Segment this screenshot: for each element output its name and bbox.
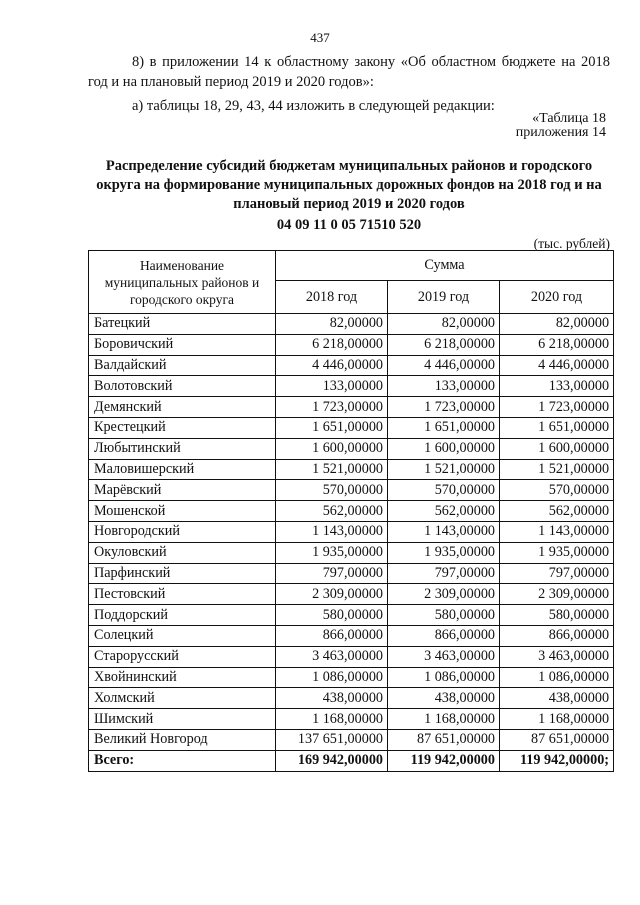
amount-2020: 1 143,00000 [500, 521, 614, 542]
amount-2018: 137 651,00000 [276, 729, 388, 750]
table-row [89, 459, 614, 480]
amount-2019: 6 218,00000 [388, 334, 500, 355]
column-header-2020: 2020 год [500, 281, 614, 314]
amount-2019: 1 143,00000 [388, 521, 500, 542]
amount-2018: 1 600,00000 [276, 438, 388, 459]
amount-2018: 570,00000 [276, 480, 388, 501]
table-row [89, 438, 614, 459]
amount-2018: 6 218,00000 [276, 334, 388, 355]
table-reference [516, 112, 606, 140]
budget-classification-code: 04 09 11 0 05 71510 520 [276, 217, 422, 233]
amount-2020: 2 309,00000 [500, 584, 614, 605]
district-name: Демянский [89, 397, 276, 418]
amount-2018: 866,00000 [276, 625, 388, 646]
amount-2019: 562,00000 [388, 501, 500, 522]
amount-2019: 797,00000 [388, 563, 500, 584]
amount-2018: 133,00000 [276, 376, 388, 397]
intro-paragraph: 8) в приложении 14 к областному закону «Об областном бюджете на 2018 год и на плановый период 2019 и 2020 годов»: [88, 54, 610, 90]
amount-2020: 570,00000 [500, 480, 614, 501]
amount-2020: 133,00000 [500, 376, 614, 397]
amount-2019: 438,00000 [388, 688, 500, 709]
table-row [89, 355, 614, 376]
amount-2018: 1 168,00000 [276, 709, 388, 730]
amount-2020: 1 651,00000 [500, 417, 614, 438]
amount-2018: 1 723,00000 [276, 397, 388, 418]
district-name: Любытинский [89, 438, 276, 459]
district-name: Маловишерский [89, 459, 276, 480]
column-header-2019: 2019 год [388, 281, 500, 314]
amount-2019: 1 168,00000 [388, 709, 500, 730]
amount-2019: 87 651,00000 [388, 729, 500, 750]
amount-2020: 866,00000 [500, 625, 614, 646]
table-row [89, 605, 614, 626]
district-name: Солецкий [89, 625, 276, 646]
table-reference-number: «Таблица 18 [532, 111, 606, 126]
total-2019: 119 942,00000 [388, 750, 500, 771]
document-title: Распределение субсидий бюджетам муниципальных районов и городского округа на формирование муниципальных дорожных фондов на 2018 год и на плановый период 2019 и 2020 годов [96, 158, 602, 212]
table-row [89, 584, 614, 605]
amount-2019: 82,00000 [388, 314, 500, 335]
district-name: Волотовский [89, 376, 276, 397]
amount-2020: 438,00000 [500, 688, 614, 709]
district-name: Поддорский [89, 605, 276, 626]
district-name: Валдайский [89, 355, 276, 376]
table-row [89, 625, 614, 646]
amount-2019: 3 463,00000 [388, 646, 500, 667]
district-name: Парфинский [89, 563, 276, 584]
amount-2020: 1 723,00000 [500, 397, 614, 418]
amount-2020: 87 651,00000 [500, 729, 614, 750]
amount-2019: 1 086,00000 [388, 667, 500, 688]
amount-2018: 1 935,00000 [276, 542, 388, 563]
amount-2019: 570,00000 [388, 480, 500, 501]
amount-2020: 1 935,00000 [500, 542, 614, 563]
district-name: Холмский [89, 688, 276, 709]
district-name: Крестецкий [89, 417, 276, 438]
amount-2019: 4 446,00000 [388, 355, 500, 376]
table-row [89, 521, 614, 542]
amount-2020: 1 168,00000 [500, 709, 614, 730]
amount-2019: 1 521,00000 [388, 459, 500, 480]
amount-2019: 2 309,00000 [388, 584, 500, 605]
table-row [89, 709, 614, 730]
district-name: Батецкий [89, 314, 276, 335]
column-header-sum: Сумма [276, 251, 614, 281]
district-name: Мошенской [89, 501, 276, 522]
table-row [89, 729, 614, 750]
table-row [89, 334, 614, 355]
amount-2018: 1 521,00000 [276, 459, 388, 480]
amount-2018: 82,00000 [276, 314, 388, 335]
table-row [89, 688, 614, 709]
amount-2019: 1 651,00000 [388, 417, 500, 438]
table-row [89, 397, 614, 418]
amount-2018: 3 463,00000 [276, 646, 388, 667]
instruction-paragraph: а) таблицы 18, 29, 43, 44 изложить в следующей редакции: [132, 98, 495, 114]
amount-2019: 1 935,00000 [388, 542, 500, 563]
amount-2020: 4 446,00000 [500, 355, 614, 376]
table-row [89, 542, 614, 563]
district-name: Старорусский [89, 646, 276, 667]
column-header-2018: 2018 год [276, 281, 388, 314]
column-header-name: Наименование муниципальных районов и городского округа [89, 251, 276, 314]
total-2020: 119 942,00000; [500, 750, 614, 771]
district-name: Окуловский [89, 542, 276, 563]
amount-2018: 1 086,00000 [276, 667, 388, 688]
amount-2020: 797,00000 [500, 563, 614, 584]
amount-2020: 1 521,00000 [500, 459, 614, 480]
amount-2019: 1 600,00000 [388, 438, 500, 459]
amount-2020: 6 218,00000 [500, 334, 614, 355]
page-number: 437 [310, 30, 330, 45]
table-row [89, 667, 614, 688]
table-row [89, 646, 614, 667]
amount-2020: 562,00000 [500, 501, 614, 522]
total-row [89, 750, 614, 771]
district-name: Великий Новгород [89, 729, 276, 750]
amount-2018: 2 309,00000 [276, 584, 388, 605]
amount-2019: 133,00000 [388, 376, 500, 397]
total-2018: 169 942,00000 [276, 750, 388, 771]
table-row [89, 480, 614, 501]
district-name: Боровичский [89, 334, 276, 355]
district-name: Шимский [89, 709, 276, 730]
district-name: Пестовский [89, 584, 276, 605]
amount-2018: 1 651,00000 [276, 417, 388, 438]
amount-2018: 562,00000 [276, 501, 388, 522]
amount-2020: 580,00000 [500, 605, 614, 626]
table-row [89, 417, 614, 438]
amount-2019: 866,00000 [388, 625, 500, 646]
table-row [89, 314, 614, 335]
amount-2018: 580,00000 [276, 605, 388, 626]
amount-2019: 580,00000 [388, 605, 500, 626]
amount-2019: 1 723,00000 [388, 397, 500, 418]
amount-2018: 438,00000 [276, 688, 388, 709]
units-label: (тыс. рублей) [533, 236, 610, 251]
amount-2018: 4 446,00000 [276, 355, 388, 376]
amount-2020: 1 086,00000 [500, 667, 614, 688]
table-row [89, 376, 614, 397]
subsidy-table [88, 250, 614, 772]
amount-2020: 3 463,00000 [500, 646, 614, 667]
amount-2018: 1 143,00000 [276, 521, 388, 542]
amount-2018: 797,00000 [276, 563, 388, 584]
table-reference-appendix: приложения 14 [515, 125, 606, 140]
amount-2020: 82,00000 [500, 314, 614, 335]
district-name: Новгородский [89, 521, 276, 542]
district-name: Марёвский [89, 480, 276, 501]
table-row [89, 563, 614, 584]
district-name: Хвойнинский [89, 667, 276, 688]
table-row [89, 501, 614, 522]
amount-2020: 1 600,00000 [500, 438, 614, 459]
total-label: Всего: [89, 750, 276, 771]
